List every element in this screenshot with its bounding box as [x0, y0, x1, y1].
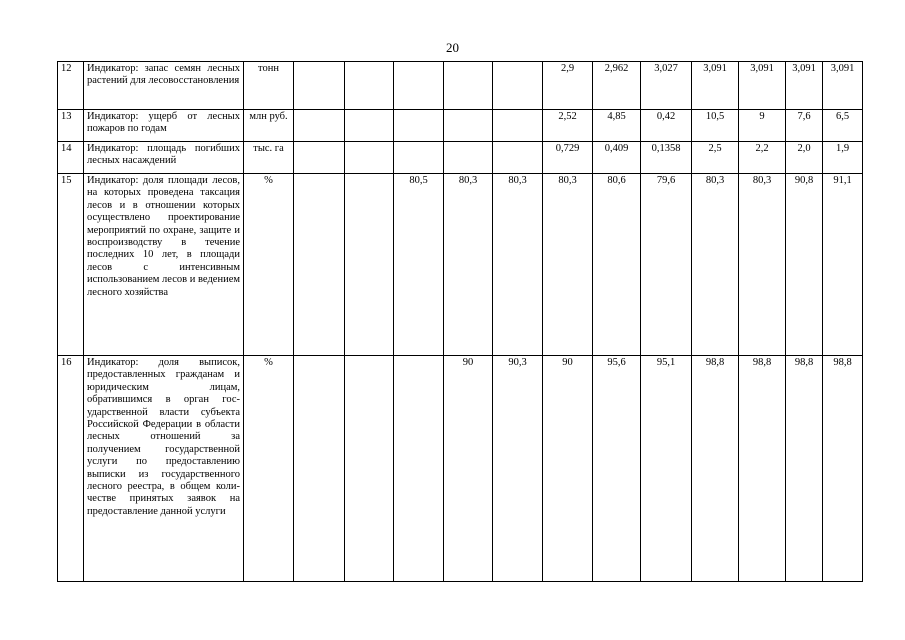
value-cell: 79,6 [641, 174, 692, 356]
value-cell: 0,1358 [641, 142, 692, 174]
value-cell [294, 110, 345, 142]
indicator-name: Индикатор: доля площади лесов, на которых проведена таксация лесов и в отношении которых осуществлено проектирование мероприятий по охране, защите и воспроизводству в течение последних 10 лет, в площади лесов с интенсивным использованием лесов и ведением лесного хозяйства [84, 174, 244, 356]
value-cell: 0,729 [543, 142, 593, 174]
indicator-name: Индикатор: запас семян лесных растений для лесовосстановления [84, 62, 244, 110]
value-cell [493, 110, 543, 142]
value-cell: 2,9 [543, 62, 593, 110]
value-cell: 80,3 [543, 174, 593, 356]
value-cell [394, 356, 444, 582]
value-cell [444, 142, 493, 174]
value-cell: 4,85 [593, 110, 641, 142]
value-cell: 90,3 [493, 356, 543, 582]
unit-cell: тонн [244, 62, 294, 110]
value-cell [345, 142, 394, 174]
value-cell: 90 [444, 356, 493, 582]
value-cell: 90 [543, 356, 593, 582]
table-row [58, 142, 863, 174]
value-cell [444, 62, 493, 110]
value-cell [294, 142, 345, 174]
value-cell: 95,6 [593, 356, 641, 582]
row-number: 15 [58, 174, 84, 356]
unit-cell: тыс. га [244, 142, 294, 174]
value-cell: 10,5 [692, 110, 739, 142]
value-cell: 80,3 [444, 174, 493, 356]
value-cell: 80,5 [394, 174, 444, 356]
value-cell [493, 142, 543, 174]
row-number: 12 [58, 62, 84, 110]
value-cell: 95,1 [641, 356, 692, 582]
value-cell: 80,6 [593, 174, 641, 356]
indicator-name: Индикатор: ущерб от лесных пожаров по годам [84, 110, 244, 142]
table-row [58, 356, 863, 582]
row-number: 16 [58, 356, 84, 582]
value-cell: 3,091 [823, 62, 863, 110]
table-body [58, 62, 863, 582]
value-cell [394, 110, 444, 142]
value-cell: 80,3 [739, 174, 786, 356]
value-cell: 1,9 [823, 142, 863, 174]
value-cell: 80,3 [493, 174, 543, 356]
indicator-name: Индикатор: площадь погибших лесных насаждений [84, 142, 244, 174]
value-cell: 7,6 [786, 110, 823, 142]
value-cell [294, 174, 345, 356]
value-cell: 9 [739, 110, 786, 142]
value-cell [345, 356, 394, 582]
value-cell: 2,0 [786, 142, 823, 174]
table-row [58, 62, 863, 110]
value-cell: 98,8 [823, 356, 863, 582]
value-cell [394, 62, 444, 110]
value-cell [394, 142, 444, 174]
value-cell: 2,2 [739, 142, 786, 174]
value-cell: 98,8 [739, 356, 786, 582]
unit-cell: % [244, 174, 294, 356]
table-row [58, 110, 863, 142]
value-cell: 3,091 [786, 62, 823, 110]
value-cell: 80,3 [692, 174, 739, 356]
row-number: 14 [58, 142, 84, 174]
value-cell: 3,027 [641, 62, 692, 110]
value-cell: 3,091 [739, 62, 786, 110]
table-row [58, 174, 863, 356]
unit-cell: млн руб. [244, 110, 294, 142]
value-cell: 98,8 [786, 356, 823, 582]
value-cell: 0,409 [593, 142, 641, 174]
row-number: 13 [58, 110, 84, 142]
indicators-table [57, 61, 863, 582]
value-cell: 2,962 [593, 62, 641, 110]
unit-cell: % [244, 356, 294, 582]
value-cell: 3,091 [692, 62, 739, 110]
value-cell [493, 62, 543, 110]
value-cell [345, 110, 394, 142]
value-cell: 90,8 [786, 174, 823, 356]
value-cell [444, 110, 493, 142]
value-cell: 2,5 [692, 142, 739, 174]
value-cell: 0,42 [641, 110, 692, 142]
value-cell [345, 174, 394, 356]
value-cell [345, 62, 394, 110]
value-cell: 6,5 [823, 110, 863, 142]
value-cell: 2,52 [543, 110, 593, 142]
page-number: 20 [446, 40, 459, 55]
value-cell: 98,8 [692, 356, 739, 582]
value-cell [294, 62, 345, 110]
value-cell [294, 356, 345, 582]
indicator-name: Индикатор: доля выписок, предоставленных гражданам и юридическим лицам, обратившимся в орган государственной власти субъекта Российской Федерации в области лесных отношений за получением государственной услуги по предоставлению выписки из государственного лесного реестра, в общем количестве принятых заявок на предоставление данной услуги [84, 356, 244, 582]
value-cell: 91,1 [823, 174, 863, 356]
